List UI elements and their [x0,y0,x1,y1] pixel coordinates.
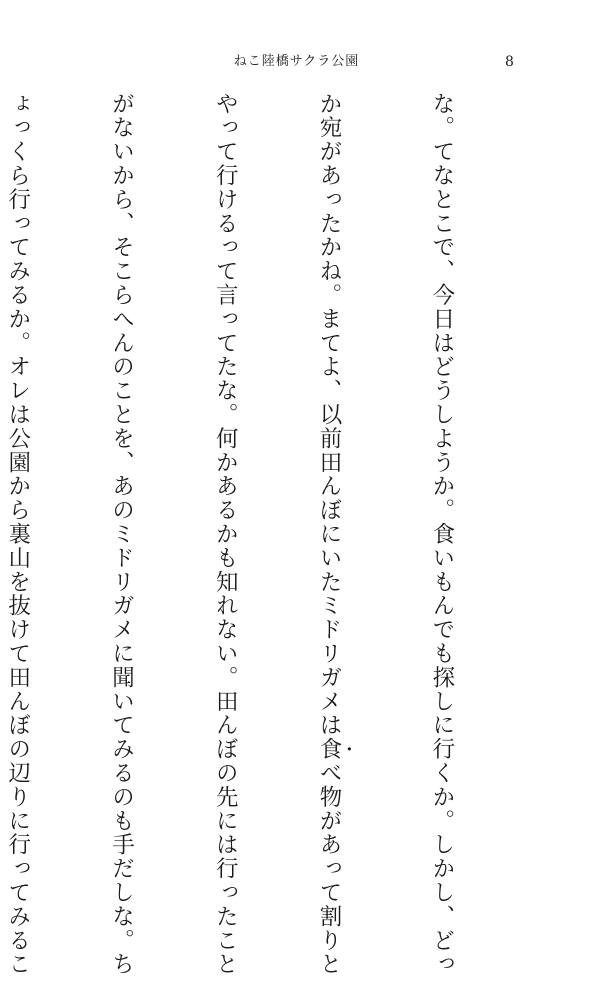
text-line: か宛があったかね。まてよ、以前田んぼにいたミドリガメは食べ物があって割りと [316,92,343,977]
page-number: 8 [505,54,514,70]
running-title: ねこ陸橋サクラ公園 [233,54,360,69]
page-header [0,50,593,74]
text-line: やって行けるって言ってたな。何かあるかも知れない。田んぼの先には行ったこと [212,92,239,977]
vertical-body-text [4,92,528,977]
emphasis-mark: 食 [316,737,343,762]
text-line: ょっくら行ってみるか。オレは公園から裏山を抜けて田んぼの辺りに行ってみるこ [4,92,31,977]
text-line: な。てなとこで、今日はどうしようか。食いもんでも探しに行くか。しかし、どっ [428,92,455,977]
text-line: がないから、そこらへんのことを、あのミドリガメに聞いてみるのも手だしな。ち [108,92,135,977]
